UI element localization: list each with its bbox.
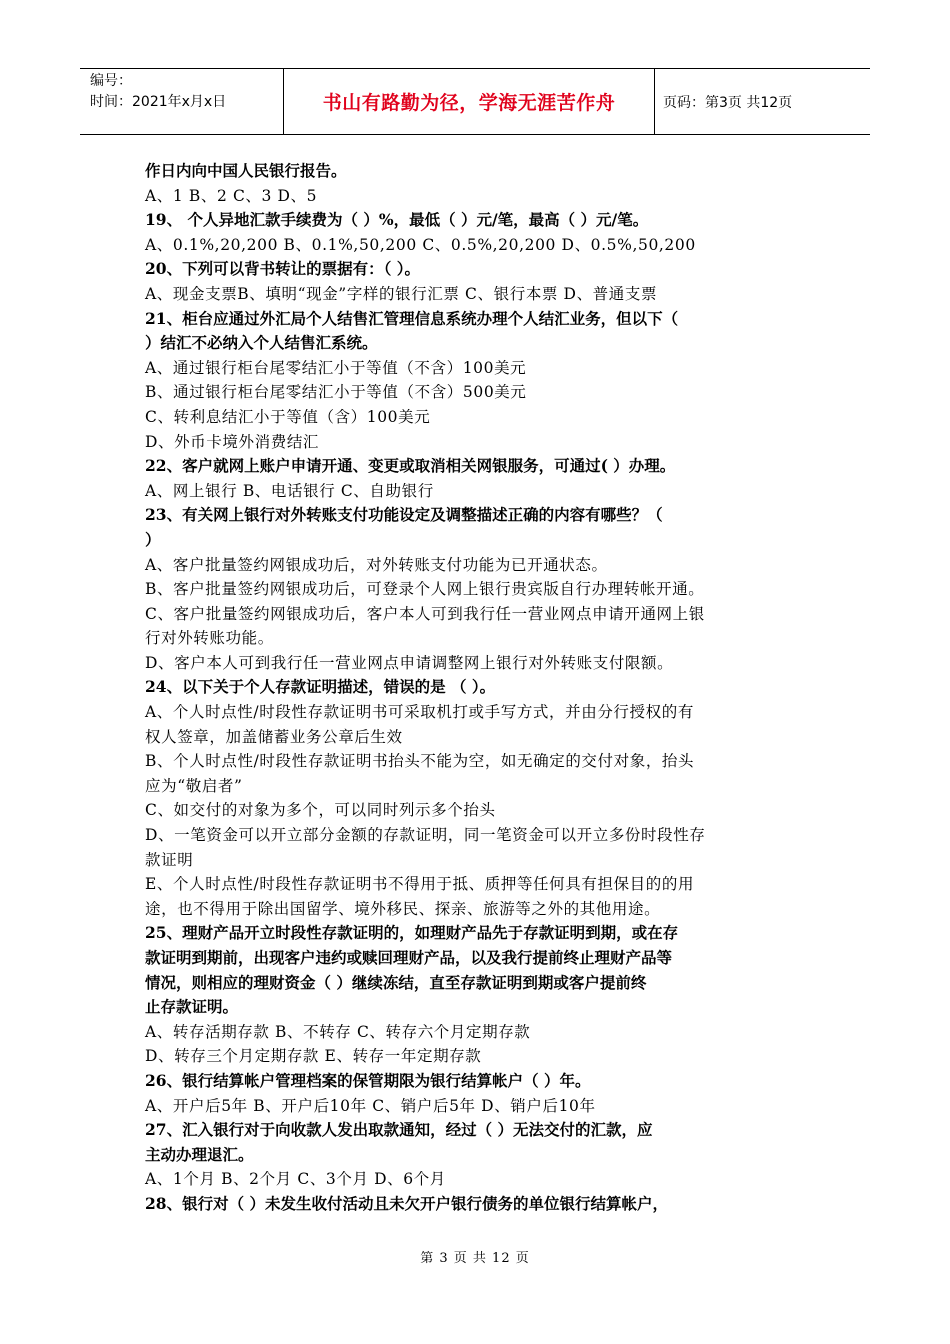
option-line: A、1 B、2 C、3 D、5 xyxy=(145,186,318,205)
question-line: ） xyxy=(145,529,161,549)
option-line: A、客户批量签约网银成功后，对外转账支付功能为已开通状态。 xyxy=(145,555,608,574)
question-line: 24、以下关于个人存款证明描述，错误的是 （ ）。 xyxy=(145,677,496,697)
option-line: 途，也不得用于除出国留学、境外移民、探亲、旅游等之外的其他用途。 xyxy=(145,899,661,918)
question-line: 止存款证明。 xyxy=(145,997,239,1017)
question-line: 23、有关网上银行对外转账支付功能设定及调整描述正确的内容有哪些？（ xyxy=(145,505,663,525)
header-meta xyxy=(80,69,284,134)
option-line: B、个人时点性/时段性存款证明书抬头不能为空，如无确定的交付对象，抬头 xyxy=(145,752,695,771)
question-line: 作日内向中国人民银行报告。 xyxy=(145,161,347,180)
option-line: 行对外转账功能。 xyxy=(145,629,274,648)
question-line: 27、汇入银行对于向收款人发出取款通知，经过（ ）无法交付的汇款，应 xyxy=(145,1120,653,1140)
option-line: D、一笔资金可以开立部分金额的存款证明，同一笔资金可以开立多份时段性存 xyxy=(145,826,706,845)
option-line: A、1个月 B、2个月 C、3个月 D、6个月 xyxy=(145,1170,446,1189)
header-page-info: 页码：第3页 共12页 xyxy=(663,94,793,111)
option-line: 款证明 xyxy=(145,850,194,869)
option-line: D、客户本人可到我行任一营业网点申请调整网上银行对外转账支付限额。 xyxy=(145,653,674,672)
option-line: C、如交付的对象为多个，可以同时列示多个抬头 xyxy=(145,801,496,820)
question-line: 20、下列可以背书转让的票据有：（ ）。 xyxy=(145,259,420,279)
option-line: D、外币卡境外消费结汇 xyxy=(145,432,320,451)
option-line: A、个人时点性/时段性存款证明书可采取机打或手写方式，并由分行授权的有 xyxy=(145,703,694,722)
page-footer: 第 3 页 共 12 页 xyxy=(420,1251,530,1266)
question-line: 28、银行对（ ）未发生收付活动且未欠开户银行债务的单位银行结算帐户， xyxy=(145,1193,668,1213)
question-line: 26、银行结算帐户管理档案的保管期限为银行结算帐户（ ）年。 xyxy=(145,1070,591,1090)
option-line: E、个人时点性/时段性存款证明书不得用于抵、质押等任何具有担保目的的用 xyxy=(145,875,695,894)
option-line: A、现金支票B、填明“现金”字样的银行汇票 C、银行本票 D、普通支票 xyxy=(145,284,658,303)
option-line: C、转利息结汇小于等值（含）100美元 xyxy=(145,407,431,426)
question-line: 情况，则相应的理财资金（ ）继续冻结，直至存款证明到期或客户提前终 xyxy=(145,972,647,992)
question-line: 21、柜台应通过外汇局个人结售汇管理信息系统办理个人结汇业务，但以下（ xyxy=(145,308,679,328)
question-line: 19、 个人异地汇款手续费为（ ）%，最低（ ）元/笔，最高（ ）元/笔。 xyxy=(145,210,649,230)
option-line: A、通过银行柜台尾零结汇小于等值（不含）100美元 xyxy=(145,358,527,377)
document-body xyxy=(145,159,817,1217)
question-line: 25、理财产品开立时段性存款证明的，如理财产品先于存款证明到期，或在存 xyxy=(145,923,679,943)
option-line: D、转存三个月定期存款 E、转存一年定期存款 xyxy=(145,1047,482,1066)
option-line: A、转存活期存款 B、不转存 C、转存六个月定期存款 xyxy=(145,1022,531,1041)
question-line: 主动办理退汇。 xyxy=(145,1144,254,1164)
question-line: 款证明到期前，出现客户违约或赎回理财产品，以及我行提前终止理财产品等 xyxy=(145,948,673,967)
option-line: 权人签章，加盖储蓄业务公章后生效 xyxy=(145,727,403,746)
option-line: A、0.1%,20,200 B、0.1%,50,200 C、0.5%,20,200 D、0.5%,50,200 xyxy=(145,235,696,254)
option-line: 应为“敬启者” xyxy=(145,776,243,795)
option-line: A、开户后5年 B、开户后10年 C、销户后5年 D、销户后10年 xyxy=(145,1096,596,1115)
option-line: B、通过银行柜台尾零结汇小于等值（不含）500美元 xyxy=(145,383,527,402)
header-time: 时间：2021年x月x日 xyxy=(90,94,227,110)
question-line: 22、客户就网上账户申请开通、变更或取消相关网银服务，可通过( ）办理。 xyxy=(145,456,676,476)
page-header xyxy=(80,68,870,135)
option-line: A、网上银行 B、电话银行 C、自助银行 xyxy=(145,481,434,500)
header-motto: 书山有路勤为径，学海无涯苦作舟 xyxy=(284,69,655,134)
question-line: ）结汇不必纳入个人结售汇系统。 xyxy=(145,333,378,353)
option-line: B、客户批量签约网银成功后，可登录个人网上银行贵宾版自行办理转帐开通。 xyxy=(145,580,705,599)
option-line: C、客户批量签约网银成功后，客户本人可到我行任一营业网点申请开通网上银 xyxy=(145,604,705,623)
header-number: 编号： xyxy=(90,73,132,89)
